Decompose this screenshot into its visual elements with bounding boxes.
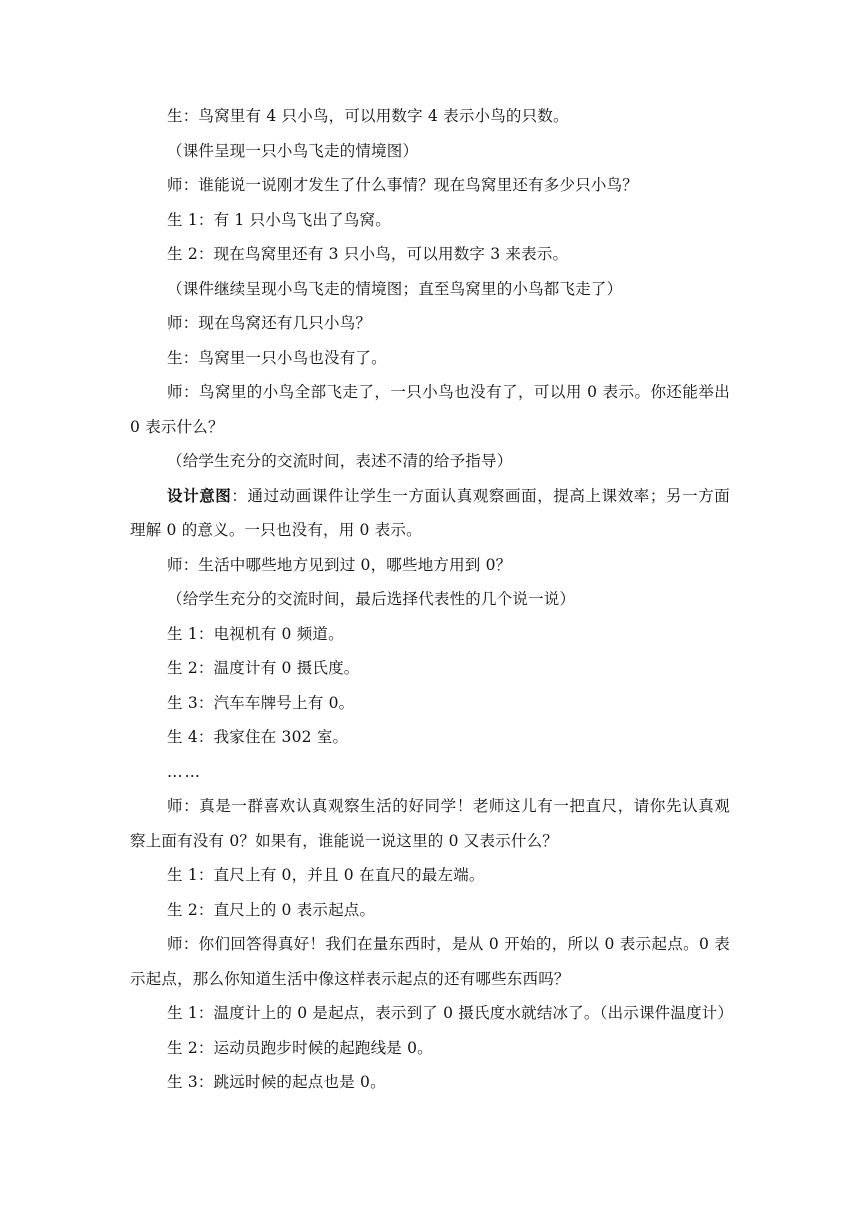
design-intent-paragraph xyxy=(130,479,730,548)
paragraph: 生 2：现在鸟窝里还有 3 只小鸟，可以用数字 3 来表示。 xyxy=(167,245,569,263)
paragraph: 生：鸟窝里一只小鸟也没有了。 xyxy=(167,348,387,367)
paragraph: 生 1：直尺上有 0，并且 0 在直尺的最左端。 xyxy=(167,866,485,884)
paragraph: 师：真是一群喜欢认真观察生活的好同学！老师这儿有一把直尺，请你先认真观察上面有没有 0？如果有，谁能说一说这里的 0 又表示什么？ xyxy=(130,797,730,850)
paragraph: 生 1：电视机有 0 频道。 xyxy=(167,624,344,643)
paragraph: 生 2：运动员跑步时候的起跑线是 0。 xyxy=(167,1038,433,1057)
paragraph: （课件继续呈现小鸟飞走的情境图；直至鸟窝里的小鸟都飞走了） xyxy=(167,279,623,298)
paragraph: （给学生充分的交流时间，表述不清的给予指导） xyxy=(167,452,513,470)
paragraph: 师：谁能说一说刚才发生了什么事情？现在鸟窝里还有多少只小鸟？ xyxy=(167,176,639,194)
paragraph: （课件呈现一只小鸟飞走的情境图） xyxy=(167,141,419,160)
paragraph: 生 3：汽车车牌号上有 0。 xyxy=(167,693,355,712)
paragraph: 生 1：温度计上的 0 是起点，表示到了 0 摄氏度水就结冰了。（出示课件温度计） xyxy=(167,1004,734,1022)
paragraph: 生 3：跳远时候的起点也是 0。 xyxy=(167,1073,386,1091)
paragraph: 生 2：温度计有 0 摄氏度。 xyxy=(167,659,360,677)
paragraph: 生 2：直尺上的 0 表示起点。 xyxy=(167,900,376,919)
paragraph: 师：生活中哪些地方见到过 0，哪些地方用到 0？ xyxy=(167,555,512,574)
design-intent-text: ：通过动画课件让学生一方面认真观察画面，提高上课效率；另一方面理解 0 的意义。一只也没有，用 0 表示。 xyxy=(130,486,730,539)
paragraph: 师：鸟窝里的小鸟全部飞走了，一只小鸟也没有了，可以用 0 表示。你还能举出 0 表示什么？ xyxy=(130,383,730,436)
document-body xyxy=(130,99,734,1100)
paragraph: 生 4：我家住在 302 室。 xyxy=(167,728,349,746)
ellipsis: …… xyxy=(167,762,202,781)
paragraph: 师：你们回答得真好！我们在量东西时，是从 0 开始的，所以 0 表示起点。0 表示起点，那么你知道生活中像这样表示起点的还有哪些东西吗？ xyxy=(130,935,730,988)
paragraph: （给学生充分的交流时间，最后选择代表性的几个说一说） xyxy=(167,590,576,608)
paragraph: 生 1：有 1 只小鸟飞出了鸟窝。 xyxy=(167,210,391,229)
paragraph: 师：现在鸟窝还有几只小鸟？ xyxy=(167,314,372,332)
paragraph: 生：鸟窝里有 4 只小鸟，可以用数字 4 表示小鸟的只数。 xyxy=(167,107,569,125)
design-intent-label: 设计意图 xyxy=(167,485,232,505)
